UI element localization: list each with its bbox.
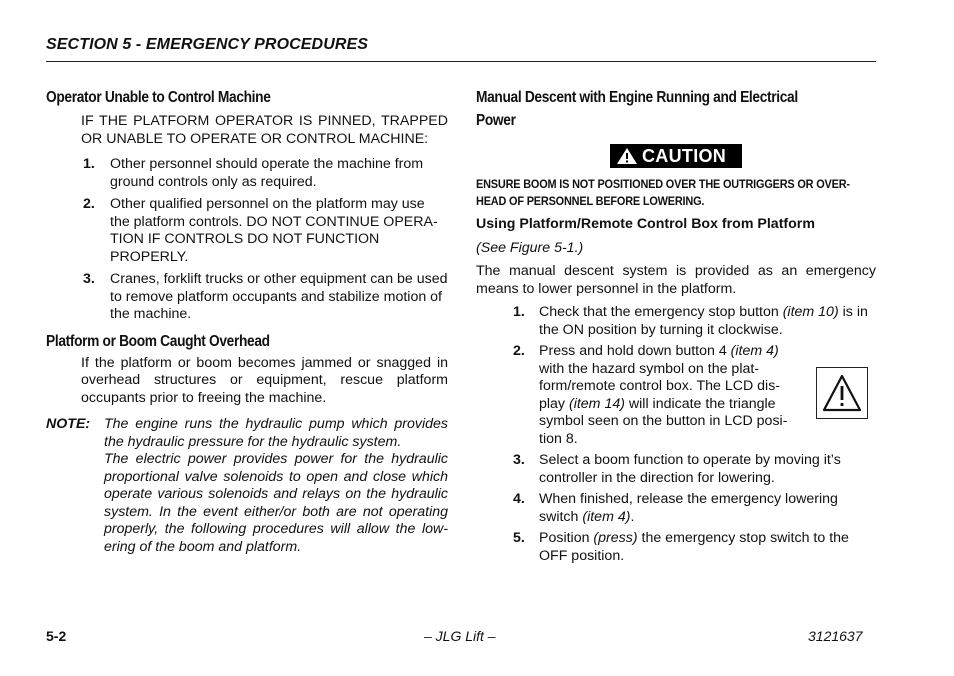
caution-warning-text: ENSURE BOOM IS NOT POSITIONED OVER THE OUTRIGGERS OR OVER-HEAD OF PERSONNEL BEFORE LOWERING. [476,177,850,208]
step-text: is in the ON position by turning it clockwise. [539,304,868,338]
step-text: Check that the emergency stop button [539,304,783,320]
heading-manual-descent-line1: Manual Descent with Engine Running and Electrical [476,89,798,106]
document-number: 3121637 [808,628,863,644]
note-paragraph-1: The engine runs the hydraulic pump which provides the hydraulic pressure for the hydraulic system. [104,416,448,450]
subheading-platform-box: Using Platform/Remote Control Box from Platform [476,216,815,232]
step-number: 2. [83,196,95,212]
caught-paragraph: If the platform or boom becomes jammed or snagged in overhead structures or equipment, rescue platform occupants prior to freeing the machine. [81,354,448,406]
manual-descent-steps [476,304,876,565]
step-text: Cranes, forklift trucks or other equipment can be used to remove platform occupants and stabilize motion of the machine. [110,271,448,322]
step-number: 4. [513,491,525,507]
list-item [476,304,876,339]
step-text: Other qualified personnel on the platform may use the platform controls. DO NOT CONTINUE OPERA-TION IF CONTROLS DO NOT FUNCTION PROPERLY. [110,196,438,265]
heading-operator-unable: Operator Unable to Control Machine [46,89,271,106]
item-reference: (item 4) [730,343,779,359]
step-number: 2. [513,343,525,359]
footer-brand: – JLG Lift – [424,628,496,644]
note-label: NOTE: [46,416,91,432]
right-column [476,86,876,565]
manual-descent-intro: The manual descent system is provided as an emergency means to lower personnel in the platform. [476,263,876,297]
step-number: 1. [83,156,95,172]
step-text: Press and hold down button 4 [539,343,731,359]
step-number: 3. [83,271,95,287]
heading-platform-caught: Platform or Boom Caught Overhead [46,332,270,350]
note-paragraph-2: The electric power provides power for the hydraulic proportional valve solenoids to open and close which operate various solenoids and relays on the hydraulic system. In the event either/or both are not operating properly, the following procedures will allow the low-ering of the boom and platform. [104,451,448,555]
page-number: 5-2 [46,628,67,644]
list-item [46,196,448,266]
caution-banner-wrap [476,144,876,168]
step-text: with the hazard symbol on the plat-form/remote control box. The LCD dis-play [539,360,781,412]
step-text: will indicate the triangle symbol seen on the button in LCD posi-tion 8. [539,395,788,447]
step-text: . [630,508,635,525]
heading-manual-descent-line2: Power [476,112,516,129]
step-text: When finished, release the emergency lowering switch [539,491,838,525]
item-reference: (item 14) [568,395,625,412]
item-reference: (item 10) [782,304,839,320]
caution-banner [610,144,742,168]
item-reference: (press) [593,530,638,546]
step-number: 5. [513,530,525,546]
note-block [46,416,448,556]
warning-triangle-icon [816,367,868,419]
list-item [476,452,876,487]
operator-intro: IF THE PLATFORM OPERATOR IS PINNED, TRAPPED OR UNABLE TO OPERATE OR CONTROL MACHINE: [81,113,448,147]
step-text: Position [539,530,594,546]
step-number: 3. [513,452,525,468]
header-rule [46,61,876,62]
list-item [46,156,448,191]
step-text: the emergency stop switch to the OFF position. [539,530,849,564]
list-item [476,530,876,565]
step-number: 1. [513,304,525,320]
step-text: Select a boom function to operate by moving it’s controller in the direction for lowering. [539,452,841,486]
section-header: SECTION 5 - EMERGENCY PROCEDURES [46,36,369,53]
item-reference: (item 4) [582,508,631,525]
caution-label: CAUTION [642,146,727,166]
list-item [476,491,876,526]
left-column [46,86,448,556]
list-item [46,271,448,324]
see-figure-reference: (See Figure 5-1.) [476,239,584,256]
operator-steps [46,156,448,324]
caution-triangle-icon [616,147,638,165]
step-text: Other personnel should operate the machine from ground controls only as required. [110,156,424,190]
